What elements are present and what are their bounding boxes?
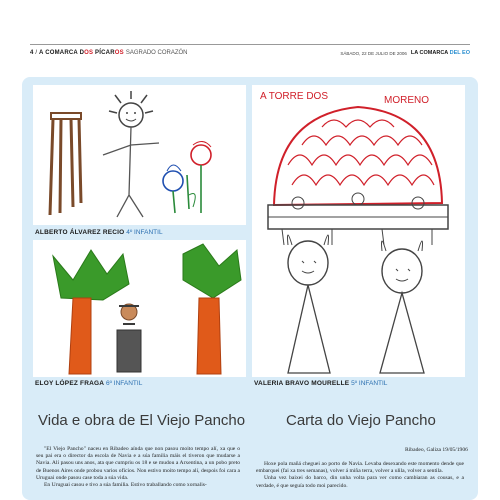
article-paragraph: En Uruguai casou e tivo a súa familia. Estivo traballando como xornalis- — [44, 482, 207, 489]
drawing-title-left: A TORRE DOS — [260, 91, 328, 102]
article-paragraph: "El Viejo Pancho" naceu en Ribadeo aínda que non pasou moito tempo alí, xa que o seu pai era o director da escola de Navia e a súa familia máis el tiveron que mudarse a Navia. Alí pasou uns anos, ata que cumpriu os 18 e se mudou a Arxentina, a un pobo preto de Buenos Aires onde probou varios oficios. Non estivo moito tempo alí, despois foi cara a Uruguai onde pasou case toda a súa vida. — [36, 446, 240, 481]
caption-author: ELOY LÓPEZ FRAGA — [35, 380, 105, 387]
section-name: SAGRADO CORAZÓN — [125, 50, 188, 56]
caption-author: VALERIA BRAVO MOURELLE — [254, 380, 350, 387]
article-paragraph: Unha vez baixei do barco, din unha volta para ver como cambiaran as cousas, e a verdade, é que seguía todo moi parecido. — [256, 475, 464, 489]
caption-author: ALBERTO ÁLVAREZ RECIO — [35, 229, 125, 236]
header-rule — [30, 44, 470, 45]
caption-grade: 4º INFANTIL — [126, 229, 163, 236]
drawing-tower-image — [252, 85, 465, 377]
brand-accent-2: OS — [114, 50, 124, 56]
drawing-tower — [252, 85, 465, 377]
drawing-family-image — [33, 85, 246, 225]
separator: / — [35, 50, 38, 56]
brand-accent-1: OS — [84, 50, 94, 56]
issue-date: SÁBADO, 22 DE JULIO DE 2006 — [340, 50, 407, 56]
drawing-palms-image — [33, 240, 246, 377]
drawing-family — [33, 85, 246, 225]
article-title-carta: Carta do Viejo Pancho — [286, 412, 436, 429]
page-header — [30, 48, 470, 58]
article-title-vida: Vida e obra de El Viejo Pancho — [38, 412, 246, 429]
caption-grade: 6º INFANTIL — [105, 380, 143, 387]
article-body-carta — [256, 461, 464, 490]
article-dateline: Ribadeo, Galiza 19/05/1906 — [405, 447, 468, 453]
page-number: 4 — [30, 50, 34, 56]
header-left — [30, 50, 340, 56]
drawing-palms — [33, 240, 246, 377]
drawing-title-right: MORENO — [384, 95, 429, 106]
brand-text-1: A COMARCA D — [39, 50, 85, 56]
caption-drawing-3 — [254, 380, 387, 387]
masthead-sub: DEL EO — [449, 50, 470, 56]
masthead-title: LA COMARCA — [410, 50, 449, 56]
brand-text-2: PÍCAR — [93, 50, 115, 56]
caption-grade: 5º INFANTIL — [351, 380, 388, 387]
supplement-brand — [39, 50, 124, 56]
article-body-vida — [36, 446, 240, 489]
header-right — [340, 50, 470, 56]
caption-drawing-2 — [35, 380, 142, 387]
caption-drawing-1 — [35, 229, 163, 236]
article-paragraph: Hoxe pola mañá cheguei ao porto de Navia. Levaba desexando este momento dende que embarquei (fai xa tres semanas), volver á miña terra, volver a ulila, volver a sentila. — [256, 461, 464, 475]
masthead — [411, 50, 470, 56]
